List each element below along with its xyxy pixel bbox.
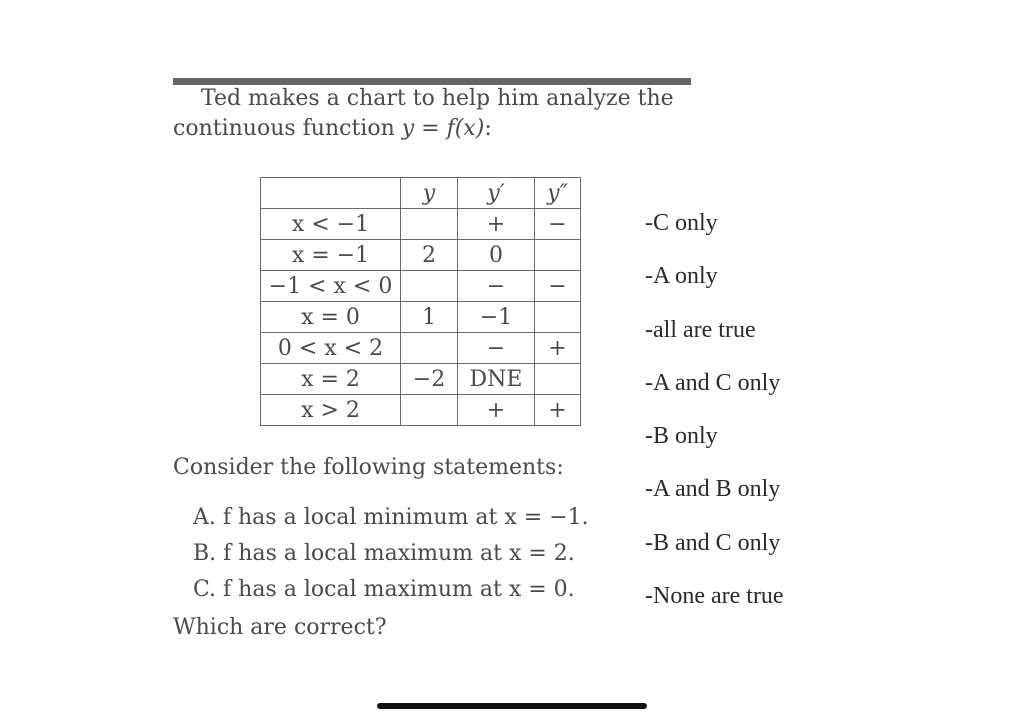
chart-cell-y-double-prime: + (535, 333, 581, 364)
statement-a: A. f has a local minimum at x = −1. (193, 505, 589, 530)
chart-cell-y-double-prime: − (535, 271, 581, 302)
statement-c: C. f has a local maximum at x = 0. (193, 577, 575, 602)
chart-cell-y-prime: 0 (458, 240, 535, 271)
choice-none-true[interactable]: -None are true (645, 583, 784, 610)
statements-list (193, 500, 589, 608)
answer-choices (645, 205, 784, 631)
choice-all-true[interactable]: -all are true (645, 316, 756, 343)
analysis-chart (260, 177, 581, 426)
chart-cell-x: x < −1 (261, 209, 401, 240)
choice-a-and-c[interactable]: -A and C only (645, 369, 781, 396)
chart-cell-y-prime: −1 (458, 302, 535, 333)
chart-cell-y (401, 271, 458, 302)
chart-row (261, 302, 581, 333)
chart-cell-y-prime: + (458, 209, 535, 240)
chart-row (261, 333, 581, 364)
chart-cell-y-prime: + (458, 395, 535, 426)
choice-c-only[interactable]: -C only (645, 210, 718, 236)
choice-a-only[interactable]: -A only (645, 263, 718, 290)
chart-cell-x: x = 2 (261, 364, 401, 395)
problem-statement (173, 84, 713, 144)
chart-cell-y: 1 (401, 302, 458, 333)
chart-cell-y-double-prime (535, 364, 581, 395)
chart-cell-y-double-prime: − (535, 209, 581, 240)
chart-cell-y-double-prime (535, 302, 581, 333)
function-expression: y = f(x) (401, 116, 485, 141)
choice-b-only[interactable]: -B only (645, 423, 718, 450)
chart-header-blank (261, 178, 401, 209)
chart-header-y-prime: y′ (458, 178, 535, 209)
statement-b: B. f has a local maximum at x = 2. (193, 541, 575, 566)
problem-line-2: continuous function y = f(x): (173, 116, 492, 141)
chart-row (261, 364, 581, 395)
chart-row (261, 209, 581, 240)
chart-header-y: y (401, 178, 458, 209)
question-prompt: Which are correct? (173, 615, 387, 640)
choice-b-and-c[interactable]: -B and C only (645, 529, 781, 556)
chart-cell-x: x = 0 (261, 302, 401, 333)
home-indicator[interactable] (377, 703, 647, 709)
choice-a-and-b[interactable]: -A and B only (645, 476, 781, 503)
chart-cell-y-prime: DNE (458, 364, 535, 395)
chart-row (261, 395, 581, 426)
chart-cell-y-prime: − (458, 271, 535, 302)
chart-cell-x: x = −1 (261, 240, 401, 271)
chart-row (261, 240, 581, 271)
chart-cell-y (401, 209, 458, 240)
chart-cell-x: −1 < x < 0 (261, 271, 401, 302)
chart-cell-y: 2 (401, 240, 458, 271)
chart-cell-y-double-prime (535, 240, 581, 271)
chart-cell-y-double-prime: + (535, 395, 581, 426)
chart-cell-x: x > 2 (261, 395, 401, 426)
chart-cell-y-prime: − (458, 333, 535, 364)
chart-cell-y (401, 333, 458, 364)
chart-cell-y (401, 395, 458, 426)
chart-cell-y: −2 (401, 364, 458, 395)
chart-header-row (261, 178, 581, 209)
chart-row (261, 271, 581, 302)
statements-intro: Consider the following statements: (173, 455, 564, 480)
chart-header-y-double-prime: y″ (535, 178, 581, 209)
problem-line-1: Ted makes a chart to help him analyze the (201, 86, 674, 111)
chart-cell-x: 0 < x < 2 (261, 333, 401, 364)
